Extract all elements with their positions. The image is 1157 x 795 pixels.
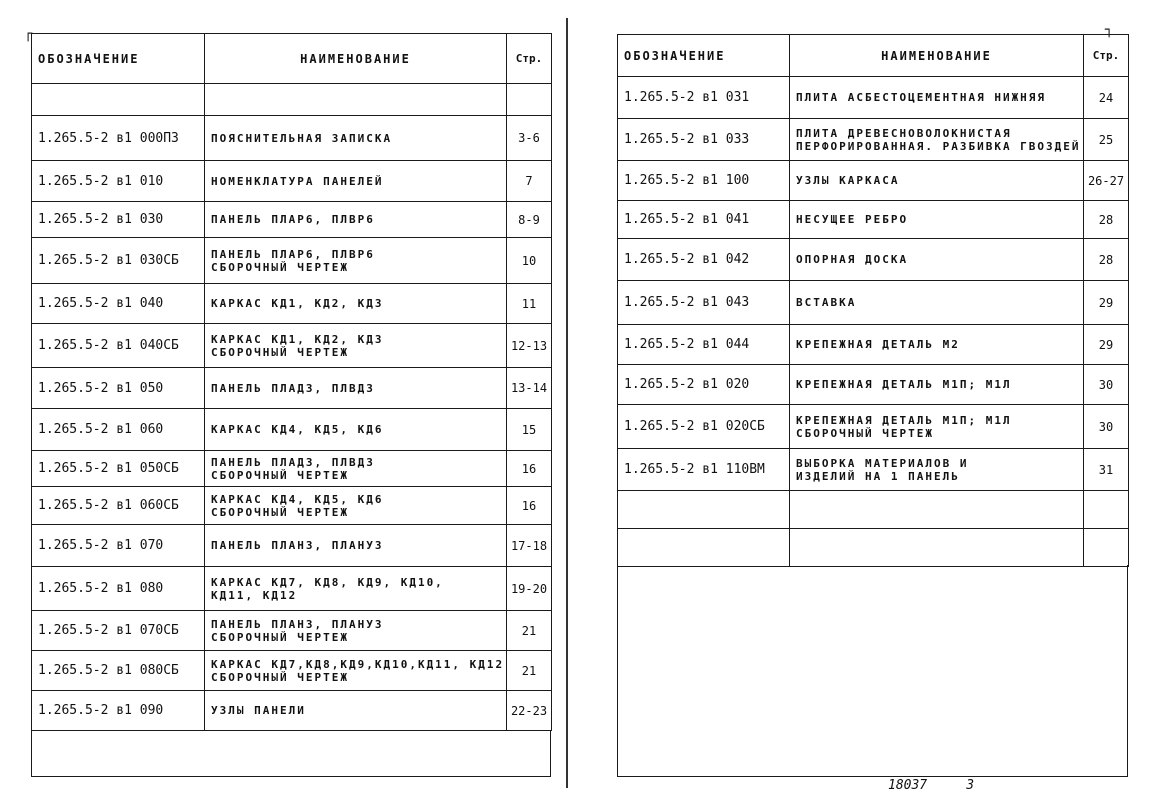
table-row [618, 491, 1129, 529]
row-name-cell [790, 77, 1084, 119]
row-name: ПАНЕЛЬ ПЛАН3, ПЛАНУ3 [211, 617, 384, 631]
row-name-cell [790, 281, 1084, 325]
row-code: 1.265.5-2 в1 000ПЗ [32, 116, 205, 161]
table-row [32, 84, 552, 116]
row-name: ПЛИТА ДРЕВЕСНОВОЛОКНИСТАЯ [796, 126, 1012, 140]
row-name-cell [790, 491, 1084, 529]
table-row [618, 325, 1129, 365]
row-code: 1.265.5-2 в1 042 [618, 239, 790, 281]
row-name-line2: СБОРОЧНЫЙ ЧЕРТЕЖ [211, 630, 349, 644]
row-page: 28 [1084, 201, 1129, 239]
row-name: ПОЯСНИТЕЛЬНАЯ ЗАПИСКА [211, 131, 393, 145]
row-name: КАРКАС КД7,КД8,КД9,КД10,КД11, КД12 [211, 657, 505, 671]
row-page: 16 [507, 487, 552, 525]
row-code [32, 84, 205, 116]
row-name-cell [205, 409, 507, 451]
row-name: КАРКАС КД4, КД5, КД6 [211, 423, 384, 436]
row-name-cell [790, 405, 1084, 449]
row-name-cell [205, 161, 507, 202]
table-row [32, 487, 552, 525]
table-row [32, 202, 552, 238]
table-row [32, 238, 552, 284]
row-name: КАРКАС КД1, КД2, КД3 [211, 297, 384, 310]
row-page: 29 [1084, 325, 1129, 365]
row-name-cell [205, 691, 507, 731]
row-page: 16 [507, 451, 552, 487]
page-divider [566, 18, 568, 788]
row-name: ПАНЕЛЬ ПЛАР6, ПЛВР6 [211, 247, 375, 261]
row-page: 21 [507, 651, 552, 691]
footer-stamp [888, 778, 974, 793]
row-name-cell [205, 238, 507, 284]
row-name: ОПОРНАЯ ДОСКА [796, 253, 909, 266]
row-name: УЗЛЫ КАРКАСА [796, 174, 900, 187]
row-name: ПЛИТА АСБЕСТОЦЕМЕНТНАЯ НИЖНЯЯ [796, 91, 1047, 104]
row-name-line2: СБОРОЧНЫЙ ЧЕРТЕЖ [796, 426, 934, 440]
row-page: 24 [1084, 77, 1129, 119]
row-name: НЕСУЩЕЕ РЕБРО [796, 213, 909, 226]
row-page: 21 [507, 611, 552, 651]
header-code: ОБОЗНАЧЕНИЕ [32, 34, 205, 84]
row-code: 1.265.5-2 в1 080СБ [32, 651, 205, 691]
row-name-cell [790, 201, 1084, 239]
row-code: 1.265.5-2 в1 031 [618, 77, 790, 119]
row-code: 1.265.5-2 в1 050СБ [32, 451, 205, 487]
row-name-cell [790, 529, 1084, 567]
row-page: 3-6 [507, 116, 552, 161]
row-page: 22-23 [507, 691, 552, 731]
row-name-cell [205, 84, 507, 116]
table-row [618, 529, 1129, 567]
table-header-row [32, 34, 552, 84]
table-header-row [618, 35, 1129, 77]
row-code: 1.265.5-2 в1 020СБ [618, 405, 790, 449]
row-name-cell [205, 284, 507, 324]
row-code: 1.265.5-2 в1 090 [32, 691, 205, 731]
row-name-line2: ПЕРФОРИРОВАННАЯ. РАЗБИВКА ГВОЗДЕЙ [796, 139, 1081, 153]
row-name: ПАНЕЛЬ ПЛАН3, ПЛАНУ3 [211, 539, 384, 552]
sheet-number: 3 [966, 778, 975, 793]
table-row [618, 281, 1129, 325]
table-row [32, 525, 552, 567]
header-name: НАИМЕНОВАНИЕ [205, 34, 507, 84]
table-row [32, 651, 552, 691]
table-row [618, 239, 1129, 281]
row-page: 30 [1084, 405, 1129, 449]
table-row [32, 409, 552, 451]
row-page [1084, 491, 1129, 529]
row-name: ВСТАВКА [796, 296, 857, 309]
row-page: 25 [1084, 119, 1129, 161]
header-page: Стр. [507, 34, 552, 84]
table-row [618, 119, 1129, 161]
row-code: 1.265.5-2 в1 110ВМ [618, 449, 790, 491]
table-row [32, 691, 552, 731]
row-page [507, 84, 552, 116]
row-name: КАРКАС КД1, КД2, КД3 [211, 332, 384, 346]
table-row [618, 365, 1129, 405]
row-name: ВЫБОРКА МАТЕРИАЛОВ И [796, 456, 969, 470]
row-name-cell [205, 651, 507, 691]
row-name-cell [205, 567, 507, 611]
table-row [32, 567, 552, 611]
row-code [618, 529, 790, 567]
row-name-line2: ИЗДЕЛИЙ НА 1 ПАНЕЛЬ [796, 469, 960, 483]
contents-table-right [617, 34, 1129, 567]
row-name-cell [205, 202, 507, 238]
row-name-cell [790, 325, 1084, 365]
table-row [32, 368, 552, 409]
row-name-line2: СБОРОЧНЫЙ ЧЕРТЕЖ [211, 260, 349, 274]
row-code: 1.265.5-2 в1 010 [32, 161, 205, 202]
row-name: ПАНЕЛЬ ПЛАД3, ПЛВД3 [211, 455, 375, 469]
row-code: 1.265.5-2 в1 040СБ [32, 324, 205, 368]
row-name-cell [205, 525, 507, 567]
row-code: 1.265.5-2 в1 030СБ [32, 238, 205, 284]
table-row [32, 451, 552, 487]
row-name: КРЕПЕЖНАЯ ДЕТАЛЬ М1П; М1Л [796, 378, 1012, 391]
row-code: 1.265.5-2 в1 030 [32, 202, 205, 238]
row-name: КАРКАС КД7, КД8, КД9, КД10, [211, 575, 444, 589]
header-page: Стр. [1084, 35, 1129, 77]
row-name-cell [790, 449, 1084, 491]
row-page: 7 [507, 161, 552, 202]
row-page: 13-14 [507, 368, 552, 409]
row-name-cell [205, 324, 507, 368]
row-name-cell [790, 161, 1084, 201]
row-name-line2: КД11, КД12 [211, 588, 298, 602]
row-page: 10 [507, 238, 552, 284]
table-row [618, 201, 1129, 239]
table-row [32, 324, 552, 368]
row-name: НОМЕНКЛАТУРА ПАНЕЛЕЙ [211, 174, 384, 188]
row-page: 19-20 [507, 567, 552, 611]
row-code: 1.265.5-2 в1 060СБ [32, 487, 205, 525]
row-code: 1.265.5-2 в1 033 [618, 119, 790, 161]
row-page: 17-18 [507, 525, 552, 567]
table-row [32, 611, 552, 651]
header-code: ОБОЗНАЧЕНИЕ [618, 35, 790, 77]
table-row [32, 161, 552, 202]
row-code: 1.265.5-2 в1 043 [618, 281, 790, 325]
row-page: 26-27 [1084, 161, 1129, 201]
row-name-cell [205, 487, 507, 525]
row-name: КРЕПЕЖНАЯ ДЕТАЛЬ М1П; М1Л [796, 413, 1012, 427]
corner-mark-left: ┌ [24, 26, 33, 42]
row-name-line2: СБОРОЧНЫЙ ЧЕРТЕЖ [211, 345, 349, 359]
row-code: 1.265.5-2 в1 070 [32, 525, 205, 567]
row-name: ПАНЕЛЬ ПЛАД3, ПЛВД3 [211, 381, 375, 395]
table-row [32, 116, 552, 161]
row-code: 1.265.5-2 в1 020 [618, 365, 790, 405]
row-code: 1.265.5-2 в1 060 [32, 409, 205, 451]
row-code: 1.265.5-2 в1 080 [32, 567, 205, 611]
contents-table-left [31, 33, 552, 731]
row-name: УЗЛЫ ПАНЕЛИ [211, 704, 306, 717]
row-code [618, 491, 790, 529]
left-sheet-empty-area [31, 730, 551, 777]
row-code: 1.265.5-2 в1 044 [618, 325, 790, 365]
row-code: 1.265.5-2 в1 070СБ [32, 611, 205, 651]
row-code: 1.265.5-2 в1 050 [32, 368, 205, 409]
header-name: НАИМЕНОВАНИЕ [790, 35, 1084, 77]
row-name-line2: СБОРОЧНЫЙ ЧЕРТЕЖ [211, 505, 349, 519]
row-page: 11 [507, 284, 552, 324]
corner-mark-right: ┐ [1105, 22, 1114, 38]
row-page: 29 [1084, 281, 1129, 325]
row-name-cell [205, 116, 507, 161]
row-name: КРЕПЕЖНАЯ ДЕТАЛЬ М2 [796, 338, 960, 351]
right-sheet-empty-area [617, 565, 1128, 777]
table-row [618, 405, 1129, 449]
row-name: КАРКАС КД4, КД5, КД6 [211, 492, 384, 506]
row-name-cell [205, 368, 507, 409]
row-name-cell [790, 239, 1084, 281]
row-page: 30 [1084, 365, 1129, 405]
row-page: 31 [1084, 449, 1129, 491]
row-page [1084, 529, 1129, 567]
row-code: 1.265.5-2 в1 041 [618, 201, 790, 239]
row-page: 15 [507, 409, 552, 451]
row-name-cell [205, 451, 507, 487]
row-name-line2: СБОРОЧНЫЙ ЧЕРТЕЖ [211, 468, 349, 482]
table-row [618, 161, 1129, 201]
row-name: ПАНЕЛЬ ПЛАР6, ПЛВР6 [211, 213, 375, 226]
row-name-cell [205, 611, 507, 651]
table-row [618, 77, 1129, 119]
row-page: 12-13 [507, 324, 552, 368]
row-name-line2: СБОРОЧНЫЙ ЧЕРТЕЖ [211, 670, 349, 684]
row-code: 1.265.5-2 в1 100 [618, 161, 790, 201]
row-code: 1.265.5-2 в1 040 [32, 284, 205, 324]
table-row [618, 449, 1129, 491]
table-row [32, 284, 552, 324]
row-page: 28 [1084, 239, 1129, 281]
row-name-cell [790, 365, 1084, 405]
row-page: 8-9 [507, 202, 552, 238]
doc-number: 18037 [888, 778, 928, 793]
row-name-cell [790, 119, 1084, 161]
